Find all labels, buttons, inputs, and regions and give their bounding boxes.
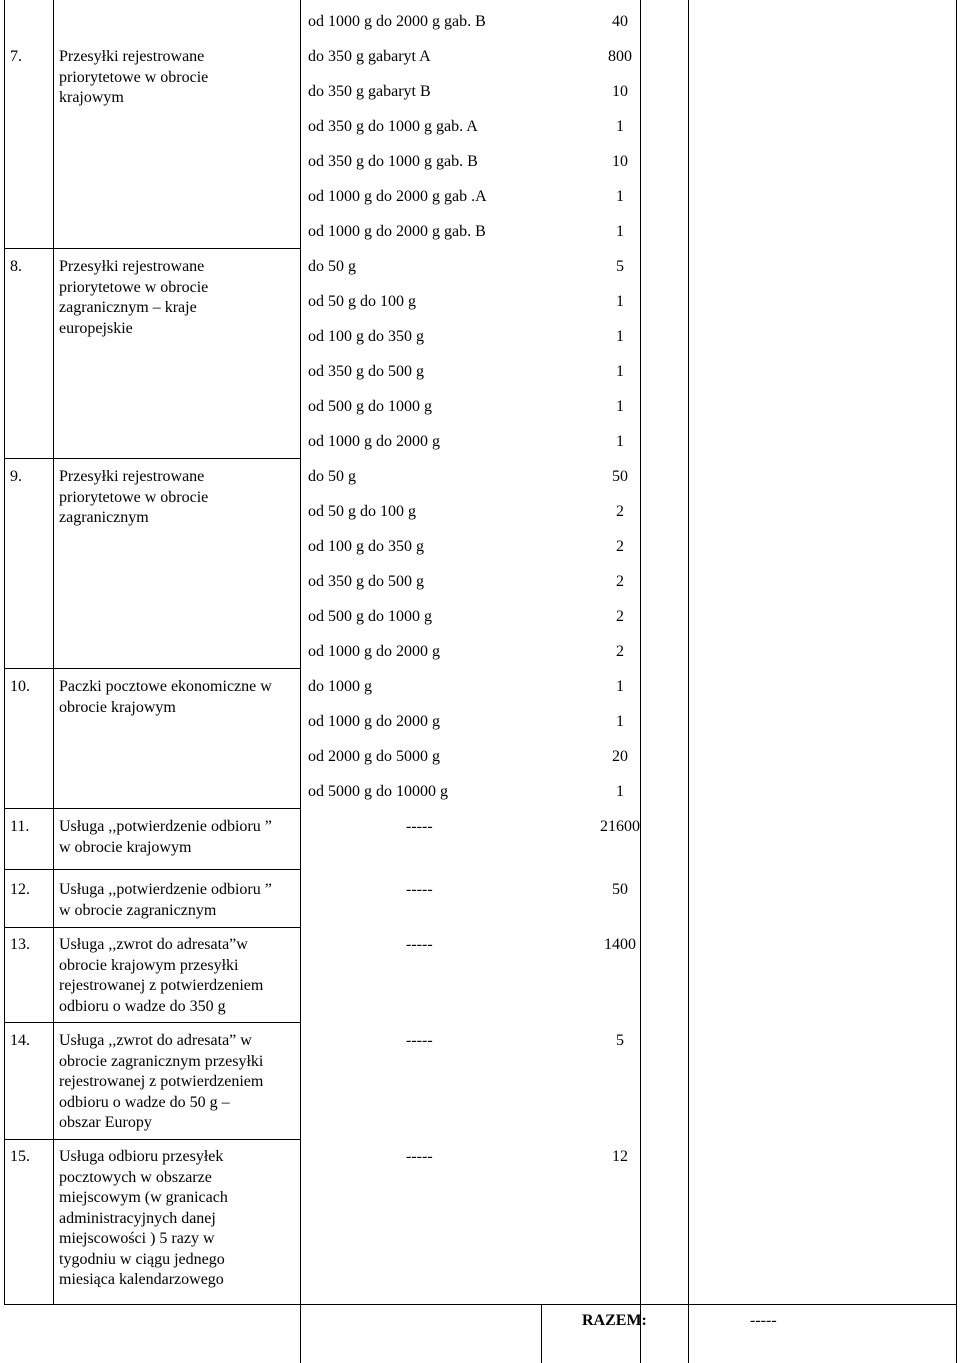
weight-range: od 2000 g do 5000 g (308, 748, 440, 765)
quantity: 1 (616, 223, 624, 240)
quantity: 10 (612, 83, 628, 100)
column-divider-extra-1 (688, 0, 689, 1363)
total-label: RAZEM: (582, 1312, 647, 1329)
row-description: Usługa odbioru przesyłek pocztowych w obszarze miejscowym (w granicach administracyjnych danej miejscowości ) 5 razy w tygodniu w ciągu jednego miesiąca kalendarzowego (59, 1148, 228, 1288)
quantity: 1400 (604, 936, 636, 953)
weight-range: od 500 g do 1000 g (308, 398, 432, 415)
quantity: 20 (612, 748, 628, 765)
weight-range: od 350 g do 500 g (308, 573, 424, 590)
column-divider-extra-2 (956, 0, 957, 1363)
quantity: 5 (616, 258, 624, 275)
row-number: 8. (10, 258, 22, 275)
weight-range: od 100 g do 350 g (308, 328, 424, 345)
weight-range: od 350 g do 1000 g gab. B (308, 153, 478, 170)
column-divider-number (53, 0, 54, 1305)
table-border-left (4, 0, 5, 1305)
quantity: 2 (616, 573, 624, 590)
row-number: 14. (10, 1032, 30, 1049)
dash-placeholder: ----- (406, 1148, 433, 1165)
row-number: 12. (10, 881, 30, 898)
quantity: 40 (612, 13, 628, 30)
weight-range: od 1000 g do 2000 g (308, 433, 440, 450)
weight-range: od 350 g do 500 g (308, 363, 424, 380)
weight-range: od 50 g do 100 g (308, 293, 416, 310)
weight-range: do 50 g (308, 468, 356, 485)
row-divider (4, 668, 300, 669)
row-divider (4, 869, 300, 870)
weight-range: od 1000 g do 2000 g (308, 713, 440, 730)
table-border-bottom (4, 1304, 956, 1305)
weight-range: do 350 g gabaryt A (308, 48, 431, 65)
row-description: Usługa ,,zwrot do adresata”w obrocie krajowym przesyłki rejestrowanej z potwierdzeniem odbioru o wadze do 350 g (59, 936, 264, 1015)
column-divider-description (300, 0, 301, 1363)
dash-placeholder: ----- (406, 818, 433, 835)
quantity: 2 (616, 538, 624, 555)
row-divider (4, 1139, 300, 1140)
total-value: ----- (750, 1312, 777, 1329)
quantity: 50 (612, 881, 628, 898)
row-description: Przesyłki rejestrowane priorytetowe w obrocie zagranicznym – kraje europejskie (59, 258, 209, 337)
total-divider (541, 1305, 542, 1363)
row-description: Paczki pocztowe ekonomiczne w obrocie krajowym (59, 678, 272, 716)
quantity: 1 (616, 293, 624, 310)
dash-placeholder: ----- (406, 936, 433, 953)
dash-placeholder: ----- (406, 881, 433, 898)
quantity: 1 (616, 678, 624, 695)
row-number: 15. (10, 1148, 30, 1165)
weight-range: do 1000 g (308, 678, 372, 695)
weight-range: od 500 g do 1000 g (308, 608, 432, 625)
row-number: 10. (10, 678, 30, 695)
weight-range: od 1000 g do 2000 g (308, 643, 440, 660)
quantity: 1 (616, 118, 624, 135)
quantity: 1 (616, 783, 624, 800)
weight-range: do 50 g (308, 258, 356, 275)
weight-range: od 350 g do 1000 g gab. A (308, 118, 478, 135)
weight-range: do 350 g gabaryt B (308, 83, 431, 100)
row-number: 7. (10, 48, 22, 65)
quantity: 2 (616, 503, 624, 520)
row-description: Usługa ,,potwierdzenie odbioru ” w obrocie krajowym (59, 818, 272, 856)
row-description: Usługa ,,potwierdzenie odbioru ” w obrocie zagranicznym (59, 881, 272, 919)
row-description: Usługa ,,zwrot do adresata” w obrocie zagranicznym przesyłki rejestrowanej z potwierdzeniem odbioru o wadze do 50 g – obszar Europy (59, 1032, 264, 1131)
quantity: 2 (616, 608, 624, 625)
quantity: 1 (616, 363, 624, 380)
row-number: 9. (10, 468, 22, 485)
quantity: 1 (616, 433, 624, 450)
weight-range: od 50 g do 100 g (308, 503, 416, 520)
row-description: Przesyłki rejestrowane priorytetowe w obrocie krajowym (59, 48, 209, 106)
dash-placeholder: ----- (406, 1032, 433, 1049)
quantity: 1 (616, 328, 624, 345)
quantity: 1 (616, 713, 624, 730)
weight-range: od 1000 g do 2000 g gab .A (308, 188, 487, 205)
quantity: 12 (612, 1148, 628, 1165)
quantity: 800 (608, 48, 632, 65)
row-divider (4, 248, 300, 249)
row-divider (4, 808, 300, 809)
row-number: 11. (10, 818, 30, 835)
row-divider (4, 927, 300, 928)
weight-range: od 1000 g do 2000 g gab. B (308, 13, 486, 30)
row-number: 13. (10, 936, 30, 953)
quantity: 2 (616, 643, 624, 660)
quantity: 5 (616, 1032, 624, 1049)
weight-range: od 100 g do 350 g (308, 538, 424, 555)
quantity: 1 (616, 188, 624, 205)
row-divider (4, 458, 300, 459)
quantity: 1 (616, 398, 624, 415)
quantity: 10 (612, 153, 628, 170)
quantity: 50 (612, 468, 628, 485)
row-divider (4, 1022, 300, 1023)
weight-range: od 1000 g do 2000 g gab. B (308, 223, 486, 240)
quantity: 21600 (600, 818, 640, 835)
row-description: Przesyłki rejestrowane priorytetowe w obrocie zagranicznym (59, 468, 209, 526)
weight-range: od 5000 g do 10000 g (308, 783, 448, 800)
